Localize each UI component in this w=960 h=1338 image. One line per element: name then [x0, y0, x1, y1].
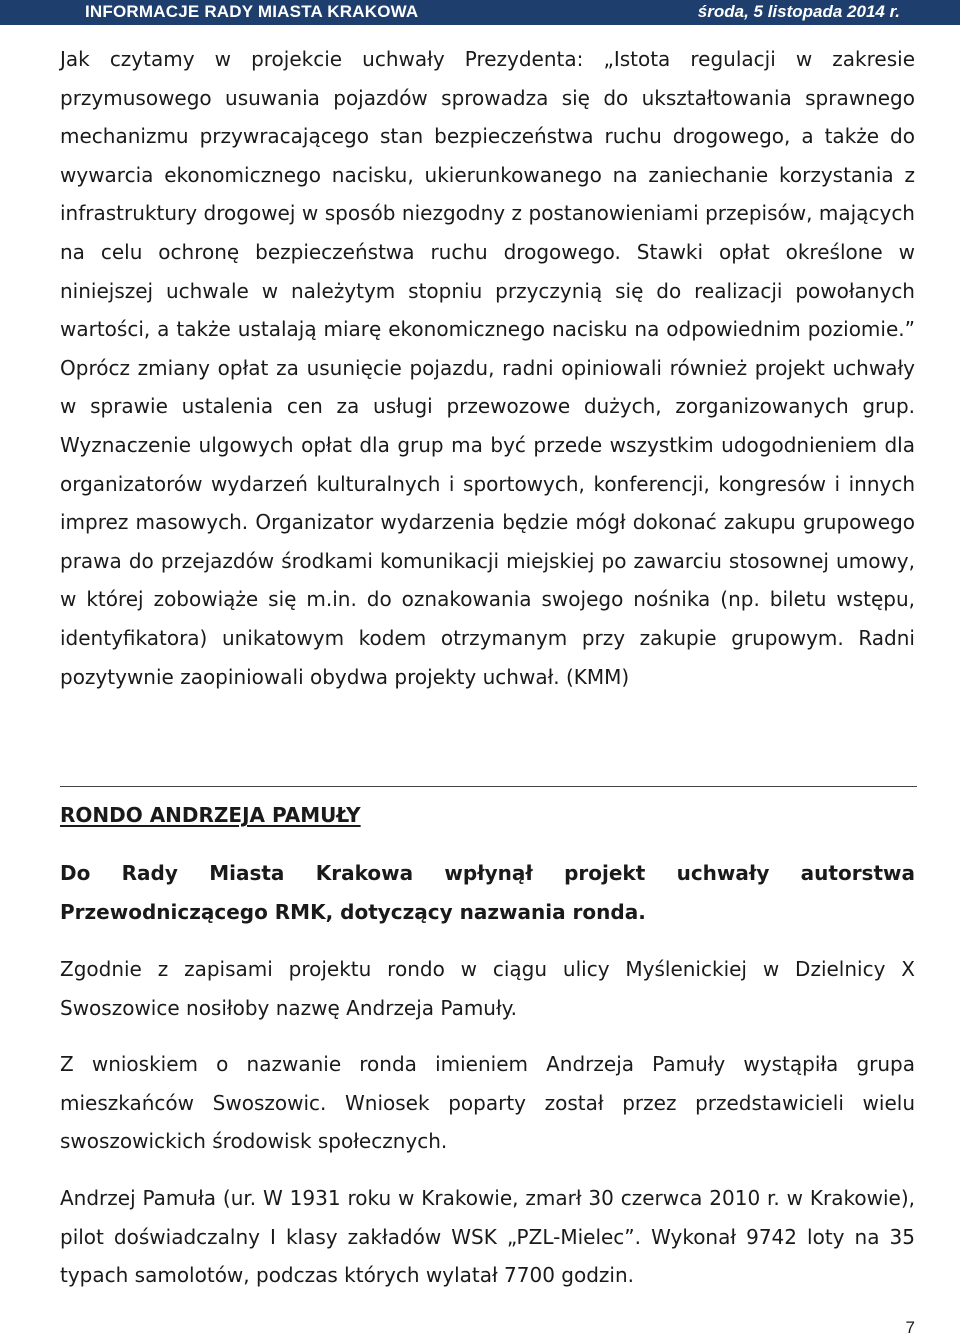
lead-paragraph: Do Rady Miasta Krakowa wpłynął projekt uchwały autorstwa Przewodniczącego RMK, dotyczący nazwania ronda. [60, 861, 915, 924]
header-title: INFORMACJE RADY MIASTA KRAKOWA [85, 2, 419, 21]
page-number: 7 [905, 1318, 915, 1337]
section-divider [60, 786, 917, 787]
section-title: RONDO ANDRZEJA PAMUŁY [60, 803, 361, 827]
page-header [0, 0, 960, 25]
header-date: środa, 5 listopada 2014 r. [697, 2, 900, 21]
paragraph-main: Jak czytamy w projekcie uchwały Prezydenta: „Istota regulacji w zakresie przymusowego usuwania pojazdów sprowadza się do ukształtowania sprawnego mechanizmu przywracającego stan bezpieczeństwa ruchu drogowego, a także do wywarcia ekonomicznego nacisku, ukierunkowanego na zaniechanie korzystania z infrastruktury drogowej w sposób niezgodny z postanowieniami przepisów, mających na celu ochronę bezpieczeństwa ruchu drogowego. Stawki opłat określone w niniejszej uchwale w należytym stopniu przyczynią się do realizacji powołanych wartości, a także ustalają miarę ekonomicznego nacisku na odpowiednim poziomie.” Oprócz zmiany opłat za usunięcie pojazdu, radni opiniowali również projekt uchwały w sprawie ustalenia cen za usługi przewozowe dużych, zorganizowanych grup. Wyznaczenie ulgowych opłat dla grup ma być przede wszystkim udogodnieniem dla organizatorów wydarzeń kulturalnych i sportowych, konferencji, kongresów i innych imprez masowych. Organizator wydarzenia będzie mógł dokonać zakupu grupowego prawa do przejazdów środkami komunikacji miejskiej po zawarciu stosownej umowy, w której zobowiąże się m.in. do oznakowania swojego nośnika (np. biletu wstępu, identyfikatora) unikatowym kodem otrzymanym przy zakupie grupowym. Radni pozytywnie zaopiniowali obydwa projekty uchwał. (KMM) [60, 47, 915, 689]
paragraph-2: Zgodnie z zapisami projektu rondo w ciągu ulicy Myślenickiej w Dzielnicy X Swoszowice nosiłoby nazwę Andrzeja Pamuły. [60, 957, 915, 1020]
article-body [60, 40, 915, 696]
lead-paragraph-container [60, 854, 915, 931]
paragraph-2-container [60, 950, 915, 1027]
paragraph-4-container [60, 1179, 915, 1295]
paragraph-4: Andrzej Pamuła (ur. W 1931 roku w Krakowie, zmarł 30 czerwca 2010 r. w Krakowie), pilot doświadczalny I klasy zakładów WSK „PZL-Mielec”. Wykonał 9742 loty na 35 typach samolotów, podczas których wylatał 7700 godzin. [60, 1186, 915, 1288]
paragraph-3-container [60, 1045, 915, 1161]
paragraph-3: Z wnioskiem o nazwanie ronda imieniem Andrzeja Pamuły wystąpiła grupa mieszkańców Swoszowic. Wniosek poparty został przez przedstawicieli wielu swoszowickich środowisk społecznych. [60, 1052, 915, 1154]
